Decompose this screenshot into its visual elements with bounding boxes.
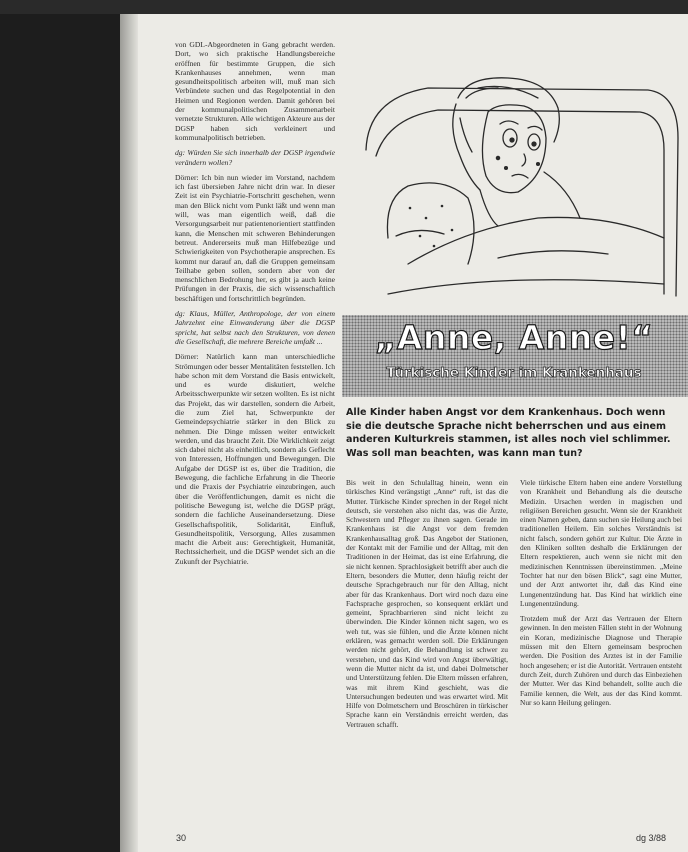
scan-border: [0, 0, 688, 14]
body-paragraph: Bis weit in den Schulalltag hinein, wenn ein türkisches Kind verängstigt „Anne“ ruft, ist das die Mutter. Türkische Kinder sprechen in der Regel nicht deutsch, sie verstehen also nicht das, was die Ärzte, Schwestern und Pfleger zu ihnen sagen. Gerade im Krankenhaus ist die Angst vor dem fremden Krankenhausalltag groß. Das Angebot der Stationen, der Kontakt mit der Familie und der Alltag, mit den Traditionen in der Heimat, das ist eine Erfahrung, die sie nicht kennen. Sprachlosigkeit betrifft aber auch die Eltern, besonders die Mutter, denn häufig reicht der deutsche Sprachgebrauch nur für den Alltag, nicht aber für das Krankenhaus. Dort wird noch dazu eine Fachsprache gesprochen, so konsequent erklärt und gemeint, Sprachbarrieren sind nicht leicht zu überwinden. Die Kinder können nicht sagen, wo es weh tut, was sie fühlen, und die Ärzte können nicht erklären, was gemacht werden soll. Die Erklärungen werden nicht gehört, die Behandlung ist schwer zu verstehen, und das Kind wird von Angst überwältigt, wenn die Mutter nicht da ist, und dabei Dolmetscher und Unterstützung fehlen. Die Eltern müssen erfahren, was mit ihrem Kind geschieht, was die Untersuchungen bedeuten und was erwartet wird. Mit Hilfe von Dolmetschern und Broschüren in türkischer Sprache kann ein Verständnis erreicht werden, das Vertrauen schafft.: [346, 478, 508, 729]
left-text-column: [175, 40, 335, 572]
middle-text-column: [346, 478, 508, 729]
sick-child-illustration: [348, 58, 684, 308]
body-paragraph: Trotzdem muß der Arzt das Vertrauen der Eltern gewinnen. In den meisten Fällen steht in der Wohnung ein Koran, medizinische Diagnose und Therapie müssen mit den Eltern gemeinsam besprochen werden. Die Position des Arztes ist in der Familie hoch angesehen; er ist die Autorität. Vertrauen entsteht durch Zeit, durch Zuhören und durch das Einbeziehen der Mutter. Wer das Kind behandelt, sollte auch die Familie kennen, die Welt, aus der das Kind kommt. Nur so kann Heilung gelingen.: [520, 614, 682, 707]
interview-answer: Dörner: Ich bin nun wieder im Vorstand, nachdem ich fast übersieben Jahre nicht drin war. In dieser Zeit ist ein Psychiatrie-Fortschritt geschehen, wenn man den Blick nicht vom Punkt läßt und wenn man will, was man eigentlich weiß, daß die Versorgungsarbeit nur patientenorientiert stattfinden kann, die Menschen mit schweren Behinderungen betreut. Andererseits muß man Hilfebezüge und Schwierigkeiten von Psychotherapie ansprechen. Es kommt nur darauf an, daß die Gruppen gemeinsam Teilhabe geben sollen, sondern aber von der menschlichen Bedrohung her, es gibt ja auch keine Prüfungen in der Praxis, die sich wissenschaftlich beschäftigen und fortschrittlich begründen.: [175, 172, 335, 303]
left-paragraph: von GDL-Abgeordneten in Gang gebracht werden. Dort, wo sich praktische Handlungsbereiche eröffnen für bestimmte Gruppen, die sich Krankenhauses annehmen, wenn man gesundheitspolitisch arbeiten will, muß man sich Verbündete suchen und das Regelpotential in den Heimen und Regionen werden. Damit gehören bei der kommunalpolitischen Zusammenarbeit vernetzte Strukturen. Alle wichtigen Akteure aus der DGSP haben sich verkleinert und kommunalpolitisch betrieben.: [175, 40, 335, 142]
interview-question: dg: Würden Sie sich innerhalb der DGSP irgendwie verändern wollen?: [175, 148, 335, 167]
article-subtitle: Türkische Kinder im Krankenhaus: [386, 365, 642, 381]
issue-label: dg 3/88: [636, 833, 667, 843]
body-paragraph: Viele türkische Eltern haben eine andere Vorstellung von Krankheit und Behandlung als die deutsche Medizin. Ursachen werden in magischen und religiösen Bereichen gesucht. Wenn sie der Krankheit einen Namen geben, dann suchen sie Heilung auch bei traditionellen Heilern. Ein solches Verständnis ist nicht falsch, sondern gehört zur Kultur. Die Ärzte in den Kliniken sollten deshalb die Erklärungen der Eltern respektieren, auch wenn sie nicht mit den medizinischen Kenntnissen übereinstimmen. „Meine Tochter hat nur den bösen Blick“, sagt eine Mutter, und der Arzt antwortet ihr, daß das Kind eine Lungenentzündung hat. Das Kind hat wirklich eine Lungenentzündung.: [520, 478, 682, 608]
interview-question: dg: Klaus, Müller, Anthropologe, der von einem Jahrzehnt eine Einwanderung über die DGSP spricht, hat selbst nach den Strukturen, von denen die Gesellschaft, die mehrere Bereiche umfaßt ...: [175, 309, 335, 346]
article-title: „Anne, Anne!“: [374, 318, 654, 357]
interview-answer: Dörner: Natürlich kann man unterschiedliche Strömungen oder besser Mentalitäten feststellen. Ich habe schon mit dem Vorstand die Basis entwickelt, und es wurde diskutiert, welche Arbeitsschwerpunkte wir setzen wollten. Es ist nicht das Projekt, das wir darstellen, sondern die Arbeit, die zum Ziel hat, Schwerpunkte der Gemeindepsychiatrie stärker in den Blick zu nehmen. Die Dinge müssen weiter entwickelt werden, und das braucht Zeit. Die Wirklichkeit zeigt sich dabei nicht als einheitlich, sondern als Geflecht von Interessen, Hoffnungen und Bewegungen. Die Aufgabe der DGSP ist es, über die Tradition, die Bewegung, die fachliche Erfahrung in die Theorie und die Praxis der Psychiatrie einzubringen, auch über die Veröffentlichungen, damit es nicht die politische Bewegung ist, welche die DGSP prägt, sondern die fachliche Auseinandersetzung. Diese Gesellschaftspolitik, Solidarität, Einfluß, Gesundheitspolitik, Versorgung, Alles zusammen macht die Arbeit aus: Gerechtigkeit, Humanität, Rechtssicherheit, und die DGSP wendet sich an die Zukunft der Psychiatrie.: [175, 352, 335, 566]
page-gutter-shadow: [120, 14, 138, 852]
right-text-column: [520, 478, 682, 713]
article-lead: Alle Kinder haben Angst vor dem Krankenhaus. Doch wenn sie die deutsche Sprache nicht beherrschen und aus einem anderen Kulturkreis stammen, ist alles noch viel schlimmer. Was soll man beachten, was kann man tun?: [346, 407, 671, 459]
page-number: 30: [176, 833, 187, 843]
